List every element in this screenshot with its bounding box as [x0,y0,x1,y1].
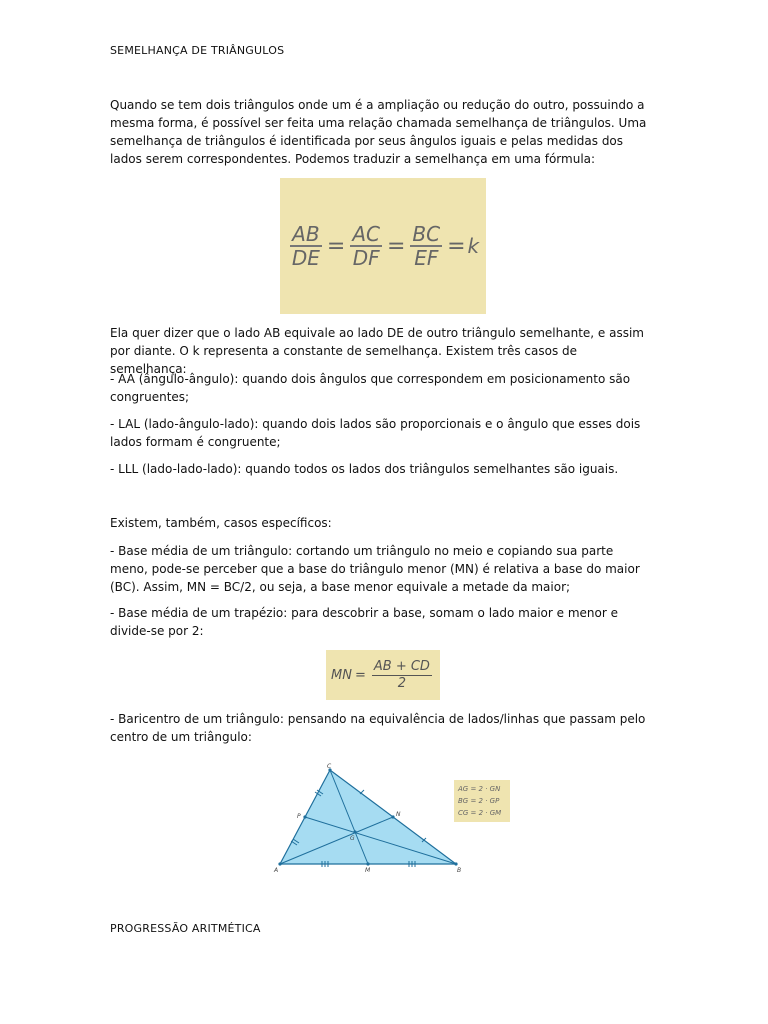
frac2-den: DF [352,246,380,270]
formula-lhs: MN [331,667,352,683]
frac1-num: AB [292,222,320,246]
trapezoid-formula-box [326,650,440,700]
label-a: A [274,867,279,874]
point-p-dot [303,815,306,818]
centroid-relations-box [454,780,510,822]
point-m-dot [366,862,369,865]
vertex-a-dot [278,862,281,865]
equals-sign: = [447,233,466,259]
equals-sign: = [326,233,346,259]
constant-k: k [467,234,480,258]
relation-cg: CG = 2 · GM [458,809,502,817]
frac3-den: EF [414,246,439,270]
section-title-progression: PROGRESSÃO ARITMÉTICA [110,922,261,935]
trapezoid-formula [331,659,435,692]
paragraph-aa: - AA (ângulo-ângulo): quando dois ângulos que correspondem em posicionamento são congruentes; [110,372,631,404]
equals-sign: = [386,233,406,259]
similarity-formula-box [280,178,486,314]
point-g-dot [353,830,356,833]
paragraph-specific: Existem, também, casos específicos: [110,516,332,530]
label-b: B [457,867,462,874]
equals-sign: = [354,667,366,683]
point-n-dot [391,815,394,818]
relation-bg: BG = 2 · GP [458,797,500,805]
label-n: N [396,811,401,818]
label-c: C [327,763,332,770]
frac1-den: DE [291,246,320,270]
paragraph-lll: - LLL (lado-lado-lado): quando todos os lados dos triângulos semelhantes são iguais. [110,462,619,476]
vertex-b-dot [454,862,457,865]
label-p: P [297,813,301,820]
paragraph-intro: Quando se tem dois triângulos onde um é a ampliação ou redução do outro, possuindo a mesma forma, é possível ser feita uma relação chamada semelhança de triângulos. Uma semelhança de triângulos é identificada por seus ângulos iguais e pelas medidas dos lados serem correspondentes. Podemos traduzir a semelhança em uma fórmula: [110,98,647,166]
paragraph-base-trapezoid: - Base média de um trapézio: para descobrir a base, somam o lado maior e menor e divide-se por 2: [110,606,618,638]
triangle-diagram [270,760,470,878]
section-title-similarity: SEMELHANÇA DE TRIÂNGULOS [110,44,285,57]
paragraph-base-triangle: - Base média de um triângulo: cortando um triângulo no meio e copiando sua parte meno, pode-se perceber que a base do triângulo menor (MN) é relativa a base do maior (BC). Assim, MN = BC/2, ou seja, a base menor equivale a metade da maior; [110,544,640,594]
frac2-num: AC [352,222,380,246]
relation-ag: AG = 2 · GN [458,785,501,793]
paragraph-explain: Ela quer dizer que o lado AB equivale ao lado DE de outro triângulo semelhante, e assim por diante. O k representa a constante de semelhança. Existem três casos de semelhança: [110,326,644,376]
similarity-formula [287,223,479,269]
paragraph-baricenter: - Baricentro de um triângulo: pensando na equivalência de lados/linhas que passam pelo centro de um triângulo: [110,712,646,744]
formula-denominator: 2 [397,675,407,691]
paragraph-lal: - LAL (lado-ângulo-lado): quando dois lados são proporcionais e o ângulo que esses dois lados formam é congruente; [110,417,641,449]
frac3-num: BC [412,222,441,246]
formula-numerator: AB + CD [373,658,430,674]
label-m: M [365,867,371,874]
label-g: G [350,835,355,842]
